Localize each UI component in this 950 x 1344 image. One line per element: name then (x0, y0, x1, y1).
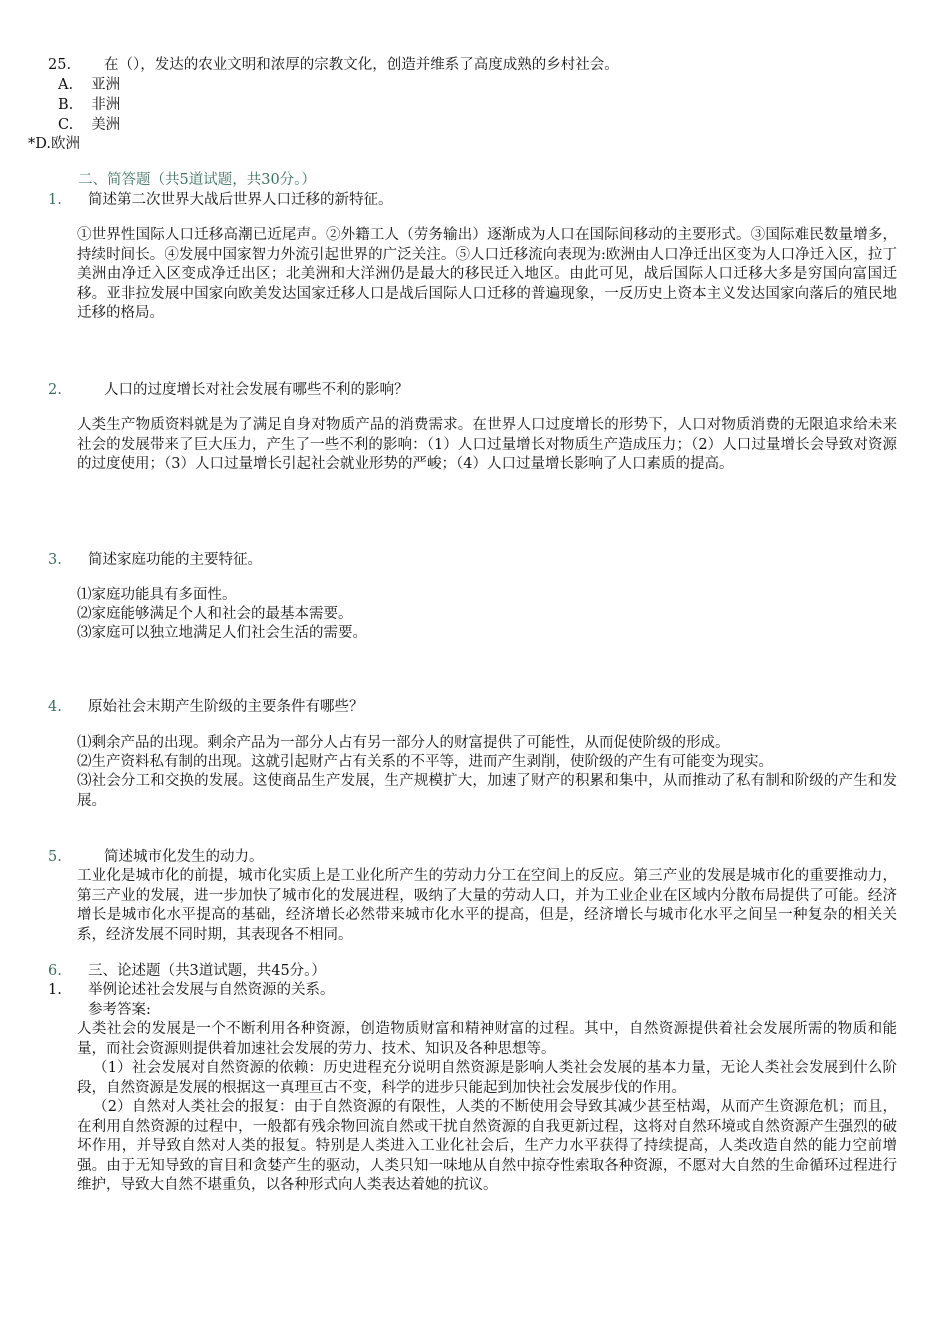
section-2-header: 二、简答题（共5道试题，共30分。） (78, 172, 316, 188)
section-3-header: 三、论述题（共3道试题，共45分。） (88, 963, 326, 979)
s2-q1-question: 简述第二次世界大战后世界人口迁移的新特征。 (88, 192, 393, 208)
reference-answer-label: 参考答案: (88, 1002, 151, 1018)
option-d-answer: *D.欧洲 (28, 136, 80, 152)
question-25-number: 25. (48, 57, 72, 73)
s2-q5-number: 5. (48, 849, 62, 865)
option-b: B. 非洲 (58, 97, 121, 113)
s3-q1-paragraph-1: 人类社会的发展是一个不断利用各种资源，创造物质财富和精神财富的过程。其中，自然资源提供着社会发展所需的物质和能量，而社会资源则提供着加速社会发展的劳力、技术、知识及各种思想等。 (77, 1021, 897, 1057)
s2-q4-answer-line-2: ⑵生产资料私有制的出现。这就引起财产占有关系的不平等，进而产生剥削，使阶级的产生有可能变为现实。 (77, 754, 773, 770)
s2-q4-question: 原始社会末期产生阶级的主要条件有哪些？ (88, 699, 364, 715)
s2-q3-answer-line-3: ⑶家庭可以独立地满足人们社会生活的需要。 (77, 625, 367, 641)
s2-q4-answer-line-3: ⑶社会分工和交换的发展。这使商品生产发展，生产规模扩大，加速了财产的积累和集中，从而推动了私有制和阶级的产生和发展。 (77, 773, 897, 809)
question-25-stem: 在（），发达的农业文明和浓厚的宗教文化，创造并维系了高度成熟的乡村社会。 (104, 57, 619, 73)
section-3-number: 6. (48, 963, 62, 979)
s2-q2-number: 2. (48, 382, 62, 398)
s2-q5-answer: 工业化是城市化的前提，城市化实质上是工业化所产生的劳动力分工在空间上的反应。第三产业的发展是城市化的重要推动力，第三产业的发展，进一步加快了城市化的发展进程，吸纳了大量的劳动人口，并为工业企业在区域内分散布局提供了可能。经济增长是城市化水平提高的基础，经济增长必然带来城市化水平的提高，但是，经济增长与城市化水平之间呈一种复杂的相关关系，经济发展不同时期，其表现各不相同。 (77, 868, 897, 943)
s2-q4-answer-line-1: ⑴剩余产品的出现。剩余产品为一部分人占有另一部分人的财富提供了可能性，从而促使阶级的形成。 (77, 735, 730, 751)
s3-q1-paragraph-2: （1）社会发展对自然资源的依赖：历史进程充分说明自然资源是影响人类社会发展的基本力量，无论人类社会发展到什么阶段，自然资源是发展的根据这一真理亘古不变，科学的进步只能起到加快社会发展步伐的作用。 (77, 1060, 897, 1096)
s2-q3-question: 简述家庭功能的主要特征。 (88, 552, 262, 568)
s2-q1-number: 1. (48, 192, 62, 208)
s2-q3-answer-line-1: ⑴家庭功能具有多面性。 (77, 587, 237, 603)
s2-q2-question: 人口的过度增长对社会发展有哪些不利的影响？ (104, 382, 409, 398)
option-c: C. 美洲 (58, 117, 121, 133)
s3-q1-paragraph-3: （2）自然对人类社会的报复：由于自然资源的有限性，人类的不断使用会导致其减少甚至枯竭，从而产生资源危机；而且，在利用自然资源的过程中，一般都有残余物回流自然或干扰自然资源的自我更新过程，这将对自然环境或自然资源产生强烈的破坏作用，并导致自然对人类的报复。特别是人类进入工业化社会后，生产力水平获得了持续提高，人类改造自然的能力空前增强。由于无知导致的盲目和贪婪产生的驱动，人类只知一味地从自然中掠夺性索取各种资源，不愿对大自然的生命循环过程进行维护，导致大自然不堪重负，以各种形式向人类表达着她的抗议。 (77, 1099, 897, 1193)
s2-q2-answer: 人类生产物质资料就是为了满足自身对物质产品的消费需求。在世界人口过度增长的形势下，人口对物质消费的无限追求给未来社会的发展带来了巨大压力，产生了一些不利的影响：（1）人口过量增长对物质生产造成压力；（2）人口过量增长会导致对资源的过度使用；（3）人口过量增长引起社会就业形势的严峻；（4）人口过量增长影响了人口素质的提高。 (77, 417, 897, 472)
s2-q3-number: 3. (48, 552, 62, 568)
s2-q4-number: 4. (48, 699, 62, 715)
s2-q5-question: 简述城市化发生的动力。 (104, 849, 264, 865)
option-a: A. 亚洲 (58, 77, 121, 93)
s3-q1-number: 1. (48, 982, 62, 998)
s2-q3-answer-line-2: ⑵家庭能够满足个人和社会的最基本需要。 (77, 606, 353, 622)
s2-q1-answer: ①世界性国际人口迁移高潮已近尾声。②外籍工人（劳务输出）逐渐成为人口在国际间移动的主要形式。③国际难民数量增多，持续时间长。④发展中国家智力外流引起世界的广泛关注。⑤人口迁移流向表现为:欧洲由人口净迁出区变为人口净迁入区，拉丁美洲由净迁入区变成净迁出区；北美洲和大洋洲仍是最大的移民迁入地区。由此可见，战后国际人口迁移大多是穷国向富国迁移。亚非拉发展中国家向欧美发达国家迁移人口是战后国际人口迁移的普遍现象，一反历史上资本主义发达国家向落后的殖民地迁移的格局。 (77, 227, 897, 321)
s3-q1-question: 举例论述社会发展与自然资源的关系。 (88, 982, 335, 998)
